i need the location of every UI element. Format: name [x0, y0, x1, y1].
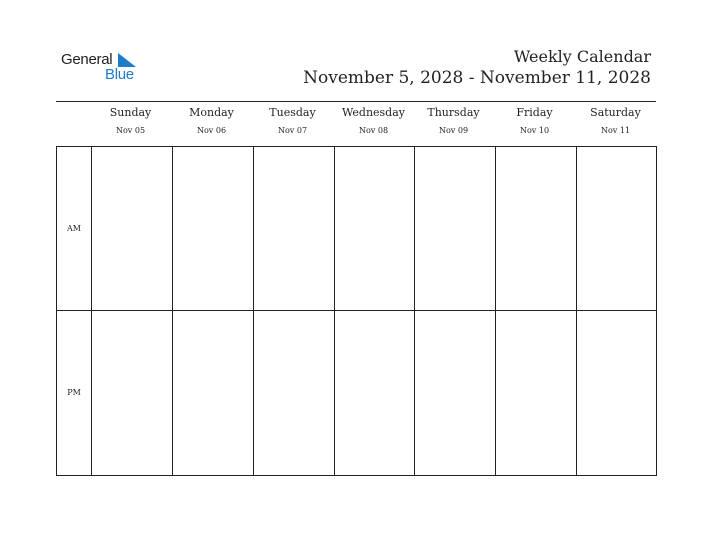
pm-cell-thursday[interactable]	[415, 311, 495, 475]
pm-cell-tuesday[interactable]	[254, 311, 334, 475]
am-cell-tuesday[interactable]	[254, 147, 334, 310]
period-label-am: AM	[67, 224, 81, 233]
day-header-monday	[171, 102, 252, 135]
page-title: Weekly Calendar	[513, 47, 651, 66]
brand-logo	[61, 50, 151, 86]
logo-word-blue: Blue	[105, 66, 134, 83]
day-name: Saturday	[590, 106, 641, 119]
calendar-grid	[56, 146, 657, 476]
am-cell-thursday[interactable]	[415, 147, 495, 310]
day-date: Nov 07	[277, 126, 308, 135]
pm-cell-saturday[interactable]	[577, 311, 656, 475]
am-cell-friday[interactable]	[496, 147, 576, 310]
day-header-saturday	[575, 102, 656, 135]
pm-cell-monday[interactable]	[173, 311, 253, 475]
am-cell-wednesday[interactable]	[335, 147, 414, 310]
am-cell-saturday[interactable]	[577, 147, 656, 310]
am-cell-sunday[interactable]	[92, 147, 172, 310]
day-name: Sunday	[109, 106, 152, 119]
day-date: Nov 06	[196, 126, 227, 135]
day-header-tuesday	[252, 102, 333, 135]
pm-cell-friday[interactable]	[496, 311, 576, 475]
day-name: Wednesday	[341, 106, 405, 119]
day-date: Nov 09	[438, 126, 469, 135]
pm-cell-sunday[interactable]	[92, 311, 172, 475]
day-date: Nov 11	[600, 126, 631, 135]
day-header-sunday	[90, 102, 171, 135]
pm-cell-wednesday[interactable]	[335, 311, 414, 475]
day-header-friday	[494, 102, 575, 135]
day-name: Tuesday	[269, 106, 316, 119]
logo-word-general: General	[61, 51, 113, 68]
triangle-flag-icon	[118, 53, 136, 67]
day-date: Nov 08	[358, 126, 389, 135]
day-header-thursday	[413, 102, 494, 135]
day-header-wednesday	[333, 102, 414, 135]
period-label-pm: PM	[67, 388, 81, 397]
am-cell-monday[interactable]	[173, 147, 253, 310]
day-date: Nov 05	[115, 126, 146, 135]
date-range: November 5, 2028 - November 11, 2028	[303, 68, 651, 88]
day-name: Monday	[189, 106, 234, 119]
day-name: Friday	[516, 106, 553, 119]
day-date: Nov 10	[519, 126, 550, 135]
day-name: Thursday	[427, 106, 480, 119]
